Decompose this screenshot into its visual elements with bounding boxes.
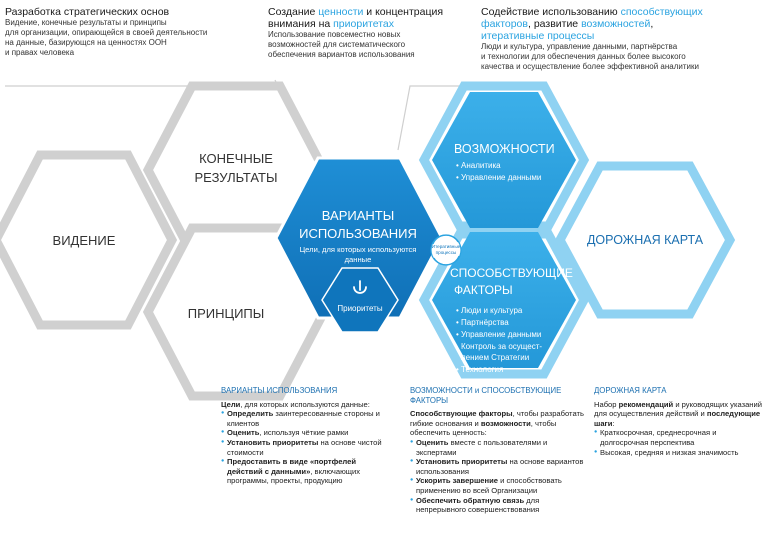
roadmap-label: ДОРОЖНАЯ КАРТА [586,233,704,247]
enablers-item: • Партнёрства [456,318,509,327]
framework-title: Разработка стратегических основ [5,6,170,18]
priorities-label: Приоритеты [337,304,383,313]
results-label: РЕЗУЛЬТАТЫ [194,170,278,185]
bottom-usecases [221,386,391,486]
grey-hexes [0,86,324,396]
bottom-roadmap-intro: Набор рекомендаций и руководящих указаний для осуществления действий и последующие шаги: [594,399,762,428]
results-label: КОНЕЧНЫЕ [199,151,273,166]
bottom-usecases-intro: Цели, для которых используются данные: [221,399,370,409]
bottom-capenab-intro: Способствующие факторы, чтобы разработать гибкие основания и возможности, чтобы обеспечить ценность: [410,409,584,438]
value-line: возможностей для систематического [268,40,406,49]
principles-label: ПРИНЦИПЫ [187,306,265,321]
iterative-cycle [431,235,461,265]
enablers-label: СПОСОБСТВУЮЩИЕ [450,266,573,280]
bottom-usecases-title: ВАРИАНТЫ ИСПОЛЬЗОВАНИЯ [221,386,338,395]
list-item: ● Ускорить завершение и способствовать применению во всей Организации [410,476,585,495]
bottom-roadmap-title: ДОРОЖНАЯ КАРТА [594,386,667,395]
usecases-label: ИСПОЛЬЗОВАНИЯ [299,226,417,241]
iterative-label: Итеративные [431,244,461,249]
list-item: ● Оценить вместе с пользователями и экспертами [410,438,585,457]
value-title-2: внимания на приоритетах [268,18,395,30]
bottom-capenab-list [410,438,585,515]
framework-line: Видение, конечные результаты и принципы [5,18,167,27]
list-item: ● Установить приоритеты на основе вариантов использования [410,457,585,476]
enablers-line: Люди и культура, управление данными, партнёрства [481,42,678,51]
enablers-item: • Технология [456,365,504,374]
enablers-item: • Люди и культура [456,306,523,315]
framework-line: и правах человека [5,48,75,57]
bottom-roadmap [594,386,764,457]
usecases-label: ВАРИАНТЫ [321,208,395,223]
list-item: ● Обеспечить обратную связь для непрерывного совершенствования [410,496,585,515]
usecases-sub: Цели, для которых используются [299,245,417,254]
framework-line: на данные, базирующся на ценностях ООН [5,38,167,47]
framework-line: для организации, опирающейся в своей деятельности [5,28,208,37]
bottom-usecases-list [221,409,391,486]
enablers-item: Контроль за осущест- [461,342,543,351]
enablers-item: • Управление данными [456,330,542,339]
list-item: ● Установить приоритеты на основе чистой стоимости [221,438,391,457]
bottom-roadmap-list [594,428,764,457]
value-line: обеспечения вариантов использования [268,50,415,59]
enablers-line: и технологии для обеспечения данных более высокого [481,52,686,61]
iterative-label: процессы [435,250,457,255]
vision-label: ВИДЕНИЕ [52,233,116,248]
list-item: ● Краткосрочная, среднесрочная и долгосрочная перспектива [594,428,764,447]
capabilities-label: ВОЗМОЖНОСТИ [454,142,555,156]
value-line: Использование повсеместно новых [268,30,401,39]
bottom-capenab-title: ВОЗМОЖНОСТИ и СПОСОБСТВУЮЩИЕ ФАКТОРЫ [410,386,562,405]
enablers-line: качества и осуществление более эффективной аналитики [481,62,699,71]
value-title: Создание ценности и концентрация [268,6,444,18]
enablers-title-3: итеративные процессы [481,30,595,42]
enablers-title-2: факторов, развитие возможностей, [481,18,654,30]
list-item: ● Определить заинтересованные стороны и клиентов [221,409,391,428]
enablers-item: лением Стратегии [461,353,530,362]
list-item: ● Оценить, используя чёткие рамки [221,428,391,438]
list-item: ● Предоставить в виде «портфелей действий с данными», включающих программы, проекты, продукцию [221,457,391,486]
list-item: ● Высокая, средняя и низкая значимость [594,448,764,458]
capabilities-item: • Управление данными [456,173,542,182]
enablers-label: ФАКТОРЫ [454,283,513,297]
capabilities-item: • Аналитика [456,161,501,170]
bottom-capenab [410,386,585,515]
usecases-sub: данные [344,255,372,264]
enablers-title: Содействие использованию способствующих [481,6,703,18]
